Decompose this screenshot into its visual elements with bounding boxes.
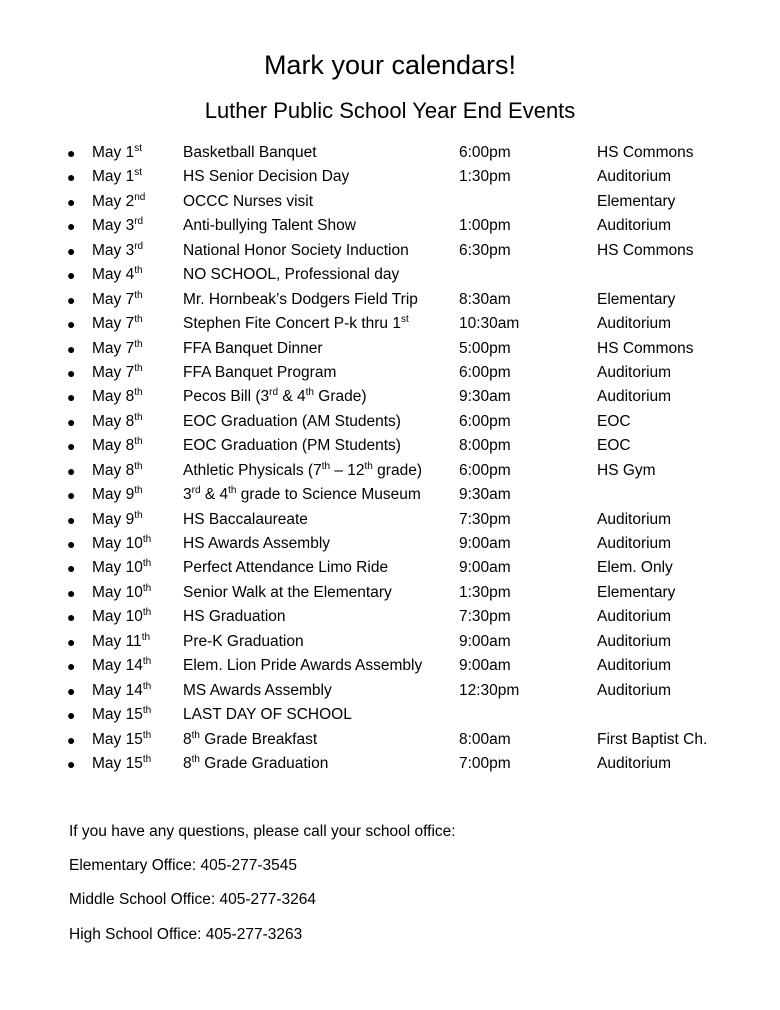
event-name-text: Basketball Banquet [183, 144, 317, 161]
event-location: Auditorium [597, 363, 672, 381]
event-name-text: Senior Walk at the Elementary [183, 583, 392, 601]
event-date [92, 556, 151, 580]
event-date-text: May 8 [92, 437, 135, 455]
bullet-icon: ● [67, 511, 76, 528]
event-row [0, 214, 780, 238]
event-date-suffix: th [142, 704, 152, 716]
event-row [0, 483, 780, 507]
bullet-icon: ● [67, 242, 76, 259]
event-date [92, 483, 143, 507]
event-name-part: Grade) [313, 388, 367, 406]
bullet-icon: ● [67, 364, 76, 381]
event-date-text: May 10 [92, 608, 143, 626]
event-time: 1:30pm [459, 583, 511, 601]
event-name-part: Pecos Bill (3 [183, 388, 270, 406]
event-date-text: May 15 [92, 730, 143, 748]
event-date-suffix: th [134, 362, 143, 374]
event-date-text: May 3 [92, 241, 135, 259]
event-time: 9:00am [459, 535, 511, 552]
event-location: Auditorium [597, 608, 672, 626]
event-date-text: May 14 [92, 657, 143, 675]
event-date-suffix: th [142, 533, 152, 545]
event-date-text: May 8 [92, 388, 135, 406]
event-time: 10:30am [459, 315, 520, 333]
event-name-suffix: rd [269, 387, 279, 399]
event-date-text: May 1 [92, 168, 135, 186]
event-row [0, 312, 780, 336]
event-time: 12:30pm [459, 681, 520, 699]
event-time: 1:00pm [459, 217, 511, 235]
event-name [183, 605, 286, 629]
event-row [0, 385, 780, 409]
event-date-text: May 1 [92, 144, 135, 161]
event-location: Elementary [597, 290, 676, 308]
event-date [92, 361, 143, 385]
event-date-suffix: th [134, 387, 143, 399]
event-time: 9:00am [459, 657, 511, 675]
event-name-suffix: th [228, 484, 237, 496]
event-name [183, 434, 401, 458]
event-date-text: May 9 [92, 486, 135, 504]
bullet-icon: ● [67, 316, 76, 333]
event-row [0, 337, 780, 361]
bullet-icon: ● [67, 609, 76, 626]
event-date-text: May 8 [92, 412, 135, 430]
event-date-text: May 7 [92, 339, 135, 357]
event-location: Elem. Only [597, 559, 673, 577]
event-row [0, 581, 780, 605]
event-name-text: EOC Graduation (PM Students) [183, 437, 401, 455]
event-name-part: 8 [183, 754, 192, 772]
event-date [92, 728, 151, 752]
event-date-text: May 3 [92, 217, 135, 235]
event-name-part: Grade Graduation [199, 754, 329, 772]
event-date-suffix: th [142, 656, 152, 668]
event-time: 6:30pm [459, 241, 511, 259]
event-name [183, 532, 330, 556]
event-name-suffix: th [305, 387, 314, 399]
event-name-text: NO SCHOOL, Professional day [183, 266, 400, 284]
event-date [92, 337, 143, 361]
event-location: Auditorium [597, 388, 672, 406]
event-name [183, 703, 352, 727]
event-name-text: HS Awards Assembly [183, 535, 331, 552]
event-date [92, 385, 143, 409]
event-date-text: May 7 [92, 315, 135, 333]
event-date-suffix: th [134, 338, 143, 350]
event-time: 5:00pm [459, 339, 511, 357]
event-date-suffix: th [142, 680, 152, 692]
event-location: HS Commons [597, 241, 694, 259]
event-date-suffix: th [142, 753, 152, 765]
event-date-text: May 7 [92, 363, 135, 381]
event-row [0, 459, 780, 483]
event-location: EOC [597, 412, 631, 430]
event-date [92, 752, 151, 776]
event-row [0, 679, 780, 703]
event-name-part: – 12 [330, 461, 365, 479]
event-date [92, 605, 151, 629]
event-time: 6:00pm [459, 363, 511, 381]
event-date-text: May 8 [92, 461, 135, 479]
event-name [183, 385, 367, 409]
event-name-text: FFA Banquet Dinner [183, 339, 323, 357]
event-name-suffix: rd [191, 484, 201, 496]
page-subtitle: Luther Public School Year End Events [204, 98, 576, 123]
bullet-icon: ● [67, 438, 76, 455]
event-time: 9:00am [459, 632, 511, 650]
event-row [0, 263, 780, 287]
page-title: Mark your calendars! [263, 50, 517, 80]
bullet-icon: ● [67, 291, 76, 308]
event-name-text: Mr. Hornbeak’s Dodgers Field Trip [183, 290, 418, 308]
event-name [183, 459, 422, 483]
event-date [92, 239, 143, 263]
event-date [92, 508, 143, 532]
event-location: Auditorium [597, 535, 672, 552]
event-row [0, 141, 780, 165]
event-row [0, 239, 780, 263]
event-date-suffix: th [134, 411, 143, 423]
event-date-text: May 14 [92, 681, 143, 699]
event-name-text: Pre-K Graduation [183, 632, 304, 650]
event-date-text: May 10 [92, 559, 143, 577]
event-name-text: LAST DAY OF SCHOOL [183, 706, 352, 724]
event-name-part: grade) [372, 461, 422, 479]
event-date-text: May 10 [92, 583, 143, 601]
bullet-icon: ● [67, 487, 76, 504]
event-name-part: & 4 [278, 388, 306, 406]
event-date-suffix: th [134, 289, 143, 301]
event-name-part: grade to Science Museum [236, 486, 421, 504]
event-date-suffix: th [134, 436, 143, 448]
bullet-icon: ● [67, 193, 76, 210]
event-date-suffix: th [134, 313, 143, 325]
events-list [0, 141, 780, 776]
bullet-icon: ● [67, 682, 76, 699]
event-row [0, 605, 780, 629]
event-name [183, 654, 422, 678]
event-row [0, 434, 780, 458]
event-name-part: 8 [183, 730, 192, 748]
event-date [92, 141, 142, 165]
event-name-part: Athletic Physicals (7 [183, 461, 322, 479]
event-date [92, 190, 145, 214]
event-time: 9:30am [459, 486, 511, 504]
event-name-text: Elem. Lion Pride Awards Assembly [183, 657, 423, 675]
bullet-icon: ● [67, 731, 76, 748]
event-name-text: EOC Graduation (AM Students) [183, 412, 401, 430]
event-name [183, 630, 304, 654]
event-location: HS Gym [597, 461, 656, 479]
event-name [183, 410, 401, 434]
event-name-text: OCCC Nurses visit [183, 192, 314, 210]
bullet-icon: ● [67, 267, 76, 284]
event-date-suffix: th [142, 558, 152, 570]
event-row [0, 508, 780, 532]
event-name-suffix: th [191, 729, 200, 741]
event-name [183, 337, 323, 361]
event-name-text: HS Baccalaureate [183, 510, 308, 528]
event-time: 8:00pm [459, 437, 511, 455]
event-name [183, 679, 332, 703]
event-time: 6:00pm [459, 412, 511, 430]
event-name [183, 288, 418, 312]
elementary-office-phone: Elementary Office: 405-277-3545 [69, 857, 298, 874]
event-date [92, 165, 142, 189]
event-location: Elementary [597, 192, 676, 210]
event-location: Auditorium [597, 315, 672, 333]
event-time: 7:30pm [459, 608, 511, 626]
event-date [92, 410, 143, 434]
event-name [183, 581, 392, 605]
event-date [92, 288, 143, 312]
event-location: Auditorium [597, 681, 672, 699]
bullet-icon: ● [67, 755, 76, 772]
event-date-suffix: th [142, 607, 152, 619]
event-row [0, 703, 780, 727]
event-name-text: Perfect Attendance Limo Ride [183, 559, 389, 577]
event-date [92, 703, 151, 727]
event-location: Auditorium [597, 510, 672, 528]
event-name [183, 483, 421, 507]
event-name-text: National Honor Society Induction [183, 241, 409, 259]
event-name-part: & 4 [200, 486, 229, 504]
event-name [183, 361, 336, 385]
event-date-text: May 15 [92, 754, 143, 772]
event-row [0, 190, 780, 214]
middle-school-office-phone: Middle School Office: 405-277-3264 [69, 891, 317, 908]
event-date [92, 459, 143, 483]
event-time: 6:00pm [459, 461, 511, 479]
bullet-icon: ● [67, 169, 76, 186]
event-location: Elementary [597, 583, 676, 601]
event-date [92, 532, 151, 556]
event-row [0, 728, 780, 752]
event-name-text: HS Senior Decision Day [183, 168, 350, 186]
event-date-suffix: th [134, 265, 143, 277]
event-row [0, 630, 780, 654]
event-row [0, 654, 780, 678]
event-name [183, 312, 409, 336]
event-date-suffix: rd [134, 216, 144, 228]
event-location: Auditorium [597, 754, 672, 772]
event-name-suffix: th [364, 460, 373, 472]
event-location: HS Commons [597, 144, 694, 161]
event-time: 8:30am [459, 290, 511, 308]
event-location: HS Commons [597, 339, 694, 357]
event-time: 7:00pm [459, 754, 511, 772]
bullet-icon: ● [67, 145, 76, 161]
event-time: 8:00am [459, 730, 511, 748]
event-name-suffix: st [400, 313, 409, 325]
event-time: 7:30pm [459, 510, 511, 528]
bullet-icon: ● [67, 658, 76, 675]
event-date-suffix: st [134, 142, 142, 154]
event-row [0, 361, 780, 385]
bullet-icon: ● [67, 536, 76, 552]
event-date [92, 263, 143, 287]
event-name-suffix: th [191, 753, 200, 765]
event-name-text: HS Graduation [183, 608, 286, 626]
event-date [92, 630, 150, 654]
bullet-icon: ● [67, 560, 76, 577]
event-location: First Baptist Ch. [597, 730, 708, 748]
event-location: Auditorium [597, 217, 672, 235]
event-date [92, 214, 143, 238]
event-date-suffix: th [134, 460, 143, 472]
event-time: 1:30pm [459, 168, 511, 186]
event-time: 9:30am [459, 388, 511, 406]
event-location: Auditorium [597, 168, 672, 186]
event-name [183, 263, 399, 287]
event-date-text: May 4 [92, 266, 135, 284]
event-name [183, 508, 308, 532]
event-row [0, 752, 780, 776]
event-name [183, 556, 388, 580]
event-date-text: May 7 [92, 290, 135, 308]
event-name [183, 239, 409, 263]
event-row [0, 288, 780, 312]
questions-text: If you have any questions, please call your school office: [69, 823, 456, 840]
event-date [92, 312, 143, 336]
event-date-text: May 10 [92, 535, 143, 552]
event-date-suffix: rd [134, 240, 144, 252]
event-name-text: FFA Banquet Program [183, 363, 337, 381]
bullet-icon: ● [67, 413, 76, 430]
event-name [183, 728, 317, 752]
bullet-icon: ● [67, 462, 76, 479]
event-row [0, 532, 780, 556]
event-time: 6:00pm [459, 144, 511, 161]
event-name [183, 141, 317, 165]
event-location: Auditorium [597, 632, 672, 650]
event-date-text: May 15 [92, 706, 143, 724]
event-date-suffix: th [142, 582, 152, 594]
event-time: 9:00am [459, 559, 511, 577]
high-school-office-phone: High School Office: 405-277-3263 [69, 926, 303, 943]
bullet-icon: ● [67, 584, 76, 601]
event-date [92, 581, 151, 605]
event-name [183, 752, 328, 776]
event-date [92, 679, 151, 703]
bullet-icon: ● [67, 218, 76, 235]
event-location: Auditorium [597, 657, 672, 675]
bullet-icon: ● [67, 633, 76, 650]
event-row [0, 410, 780, 434]
event-name [183, 214, 356, 238]
event-date-text: May 2 [92, 192, 135, 210]
event-date-suffix: th [142, 729, 152, 741]
event-date [92, 654, 151, 678]
event-name-part: Grade Breakfast [199, 730, 318, 748]
bullet-icon: ● [67, 389, 76, 406]
event-row [0, 165, 780, 189]
event-name-suffix: th [321, 460, 331, 472]
event-row [0, 556, 780, 580]
event-name-part: 3 [183, 486, 192, 504]
event-location: EOC [597, 437, 631, 455]
event-date-suffix: nd [134, 191, 146, 203]
bullet-icon: ● [67, 707, 76, 724]
event-date-text: May 11 [92, 632, 142, 650]
event-date [92, 434, 143, 458]
event-name [183, 165, 349, 189]
event-date-suffix: th [141, 631, 151, 643]
event-name [183, 190, 313, 214]
event-name-text: MS Awards Assembly [183, 681, 332, 699]
bullet-icon: ● [67, 340, 76, 357]
event-date-suffix: st [134, 167, 142, 179]
event-name-text: Stephen Fite Concert P-k thru 1 [183, 315, 401, 333]
event-name-text: Anti-bullying Talent Show [183, 217, 356, 235]
event-date-suffix: th [134, 509, 143, 521]
event-date-suffix: th [134, 484, 143, 496]
event-date-text: May 9 [92, 510, 135, 528]
